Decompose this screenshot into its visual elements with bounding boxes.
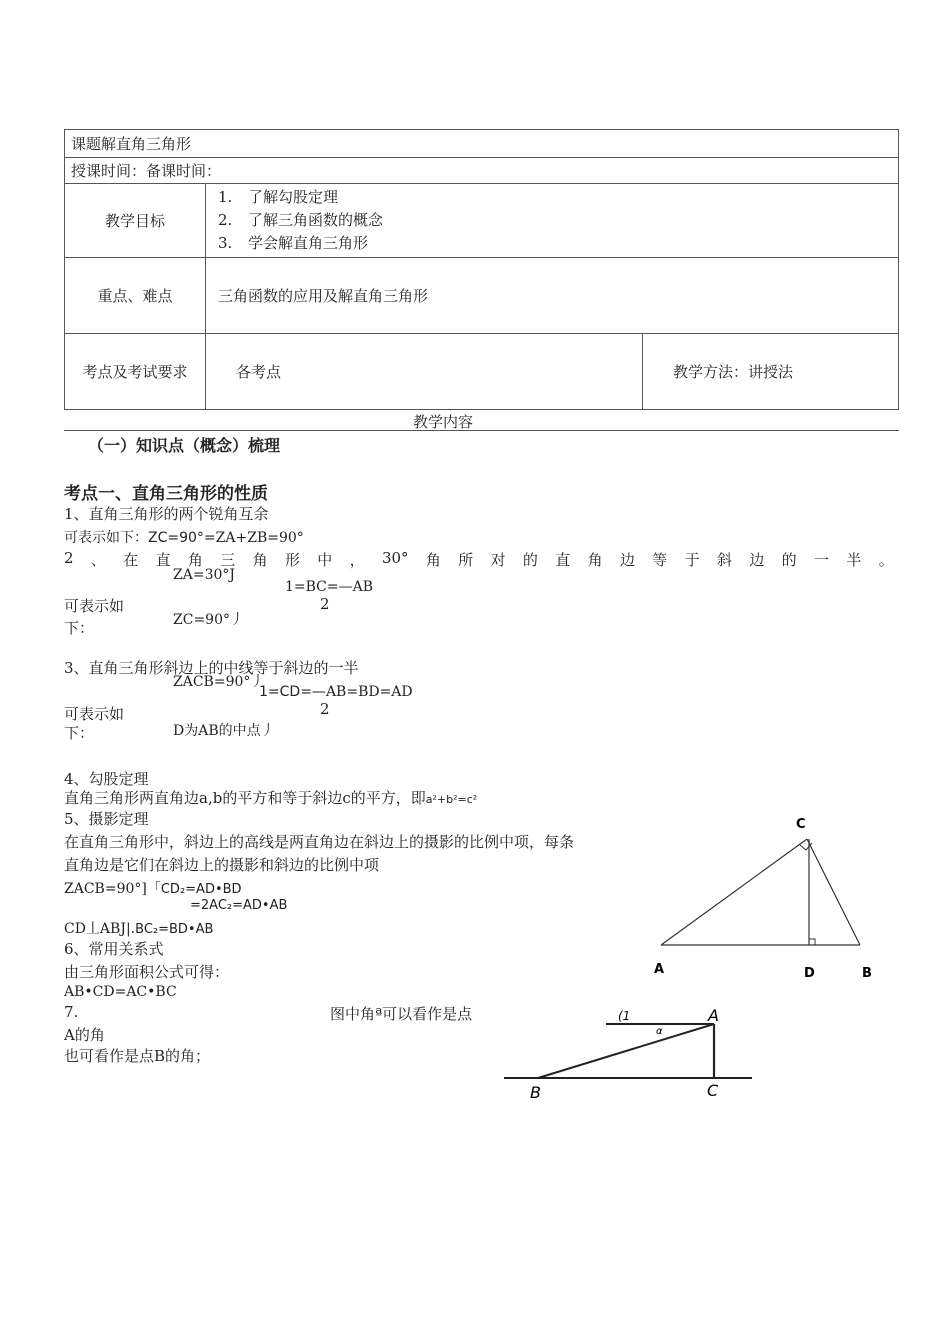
divider	[64, 430, 899, 431]
label-d: D	[804, 966, 815, 981]
exam-label: 考点及考试要求	[65, 334, 206, 410]
item-3-label: 可表示如	[64, 705, 125, 723]
item-1: 1、直角三角形的两个锐角互余	[64, 505, 269, 523]
item-7-text: 图中角ª可以看作是点	[330, 1005, 473, 1023]
right-triangle-altitude-figure	[640, 810, 900, 985]
right-angle-mark-d	[809, 939, 815, 945]
item-2-label: 可表示如	[64, 597, 125, 615]
item-3-result: 1=CD=—AB=BD=AD	[259, 684, 413, 700]
side-bc	[807, 839, 860, 945]
item-7-text: 也可看作是点B的角；	[64, 1047, 211, 1065]
item-7-number: 7.	[64, 1003, 79, 1021]
item-2-condition-1: ZA=30°J	[173, 567, 235, 583]
point-b-label: B	[530, 1083, 541, 1102]
item-2-condition-2: ZC=90°丿	[173, 612, 244, 628]
pythagorean-formula: a²+b²=c²	[425, 793, 478, 806]
item-2-label: 下：	[64, 619, 95, 637]
exam-text: 各考点	[206, 334, 643, 410]
label-c: C	[796, 817, 806, 832]
goal-item: 1. 了解勾股定理	[218, 188, 339, 206]
item-5-formula-3: CD丄ABJ|.BC₂=BD•AB	[64, 921, 214, 937]
goals-label: 教学目标	[65, 184, 206, 258]
label-a: A	[654, 962, 665, 977]
topic-cell: 课题解直角三角形	[65, 130, 899, 158]
item-3-condition-2: D为AB的中点丿	[173, 723, 275, 739]
item-5-formula-1: ZACB=90°]「CD₂=AD•BD	[64, 881, 242, 897]
item-1-expression: 可表示如下：ZC=90°=ZA+ZB=90°	[64, 530, 304, 546]
time-cell: 授课时间：备课时间：	[65, 158, 899, 184]
section-heading: （一）知识点（概念）梳理	[88, 436, 281, 455]
item-7-text: A的角	[64, 1026, 105, 1044]
item-5-text: 在直角三角形中，斜边上的高线是两直角边在斜边上的摄影的比例中项，每条	[64, 833, 575, 851]
goals-list	[206, 184, 899, 258]
item-3-label: 下：	[64, 724, 95, 742]
item-5-text: 直角边是它们在斜边上的摄影和斜边的比例中项	[64, 856, 380, 874]
item-5-formula-2: =2AC₂=AD•AB	[190, 898, 288, 913]
top-label: (1	[618, 1009, 631, 1023]
lesson-info-table	[64, 129, 899, 410]
focus-label: 重点、难点	[65, 258, 206, 334]
item-3-denominator: 2	[320, 700, 330, 718]
elevation-angle-figure	[500, 1000, 760, 1105]
item-4-text: 直角三角形两直角边a,b的平方和等于斜边c的平方，即a²+b²=c²	[64, 789, 478, 807]
item-2-result: 1=BC=—AB	[285, 579, 374, 595]
label-b: B	[862, 966, 872, 981]
side-ac	[661, 839, 807, 945]
item-6-formula: AB•CD=AC•BC	[64, 984, 177, 1000]
method-text: 教学方法：讲授法	[643, 334, 899, 410]
line-ab	[538, 1024, 714, 1078]
content-title: 教学内容	[413, 413, 474, 431]
point-c-label: C	[707, 1081, 719, 1100]
item-2-denominator: 2	[320, 595, 330, 613]
item-6: 6、常用关系式	[64, 940, 164, 958]
item-4: 4、勾股定理	[64, 770, 149, 788]
goal-item: 3. 学会解直角三角形	[218, 234, 369, 252]
kp1-heading: 考点一、直角三角形的性质	[64, 484, 268, 504]
item-6-text: 由三角形面积公式可得：	[64, 963, 230, 981]
goal-item: 2. 了解三角函数的概念	[218, 211, 384, 229]
item-5: 5、摄影定理	[64, 810, 149, 828]
item-3-condition-1: ZACB=90°丿	[173, 674, 265, 690]
alpha-label: α	[656, 1026, 663, 1037]
focus-text: 三角函数的应用及解直角三角形	[206, 258, 899, 334]
item-2-statement: 2 、 在 直 角 三 角 形 中 ， 30° 角 所 对 的 直 角 边 等 于 斜 边 的 一 半 。	[64, 549, 894, 569]
item-3: 3、直角三角形斜边上的中线等于斜边的一半	[64, 659, 359, 677]
point-a-label: A	[708, 1006, 719, 1025]
